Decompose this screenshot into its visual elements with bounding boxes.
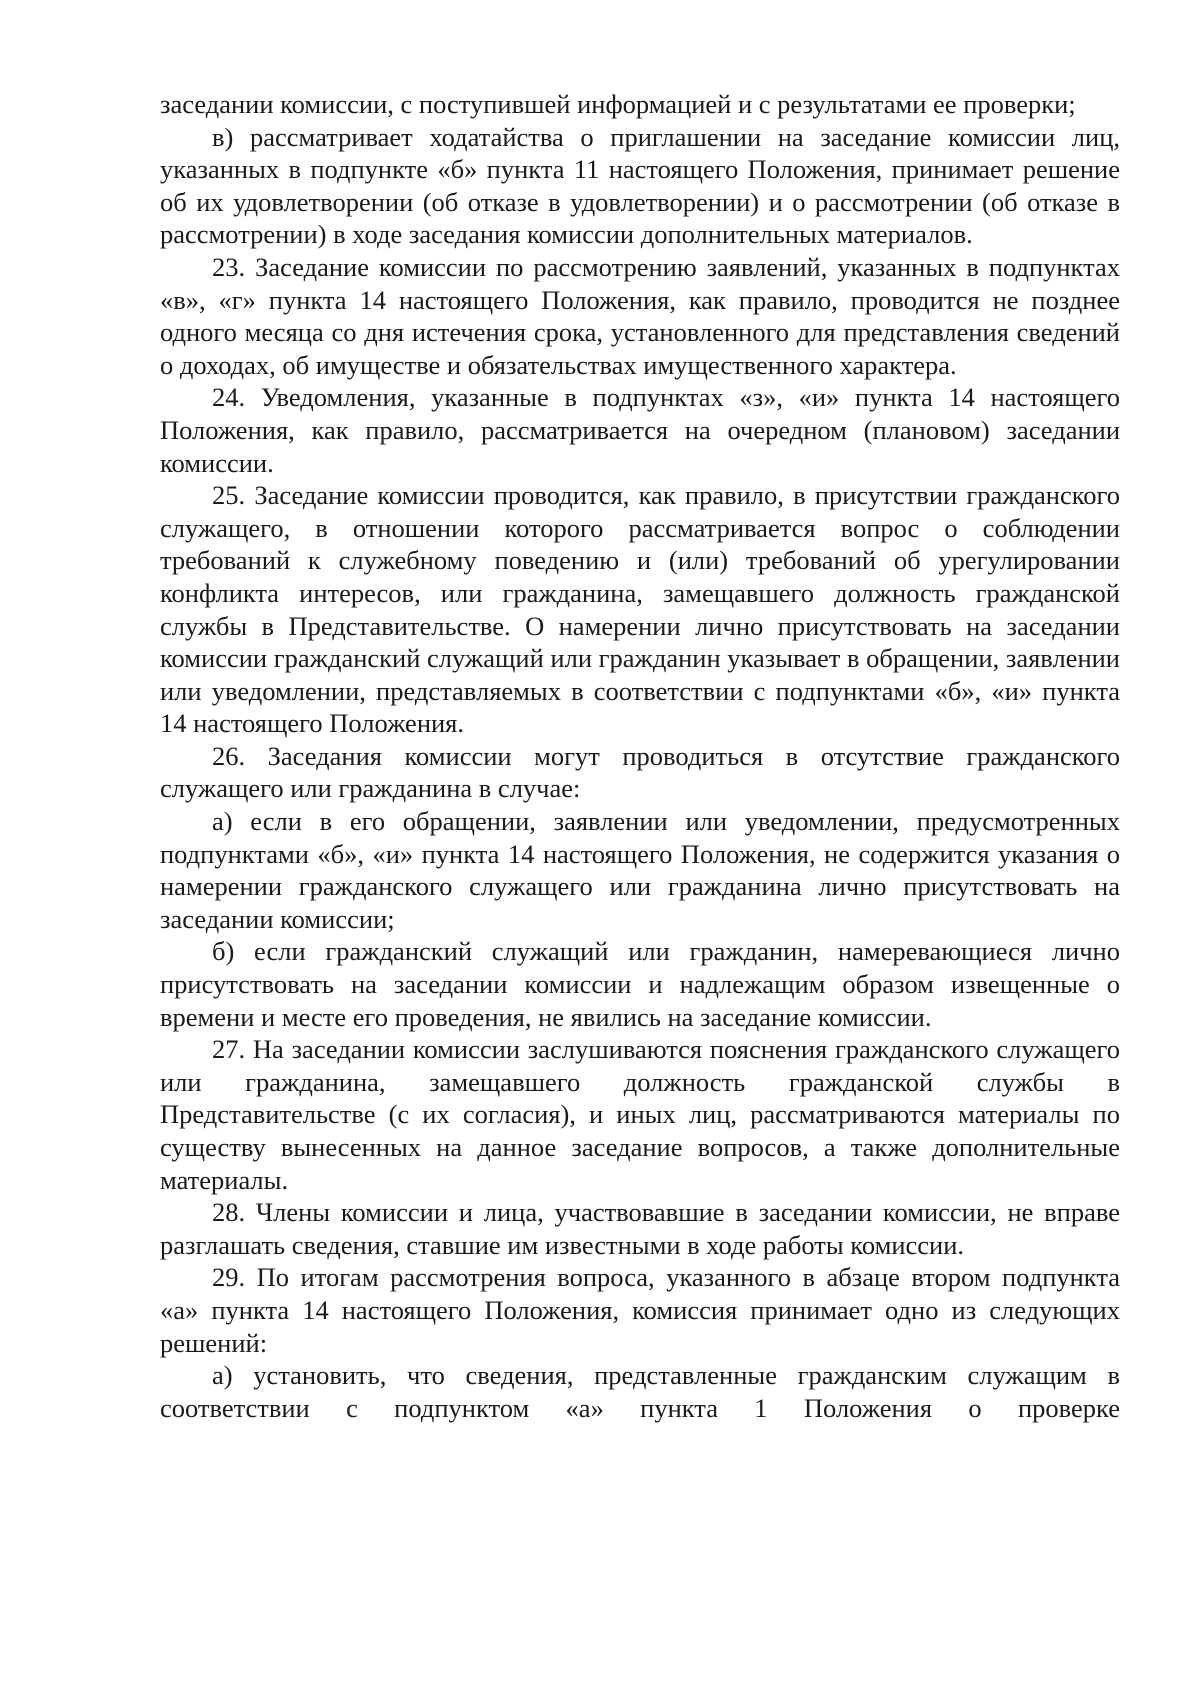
paragraph-24: 24. Уведомления, указанные в подпунктах «з», «и» пункта 14 настоящего Положения, как правило, рассматривается на очередном (плановом) заседании комиссии. [160, 382, 1120, 478]
paragraph-29-item-a: а) установить, что сведения, представленные гражданским служащим в соответствии с подпунктом «а» пункта 1 Положения о проверке [160, 1360, 1120, 1423]
paragraph-28: 28. Члены комиссии и лица, участвовавшие в заседании комиссии, не вправе разглашать сведения, ставшие им известными в ходе работы комиссии. [160, 1197, 1120, 1260]
paragraph-23: 23. Заседание комиссии по рассмотрению заявлений, указанных в подпунктах «в», «г» пункта 14 настоящего Положения, как правило, проводится не позднее одного месяца со дня истечения срока, установленного для представления сведений о доходах, об имуществе и обязательствах имущественного характера. [160, 251, 1120, 380]
paragraph-continuation: заседании комиссии, с поступившей информацией и с результатами ее проверки; [160, 89, 1076, 119]
paragraph-25: 25. Заседание комиссии проводится, как правило, в присутствии гражданского служащего, в отношении которого рассматривается вопрос о соблюдении требований к служебному поведению и (или) требований об урегулировании конфликта интересов, или гражданина, замещавшего должность гражданской службы в Представительстве. О намерении лично присутствовать на заседании комиссии гражданский служащий или гражданин указывает в обращении, заявлении или уведомлении, представляемых в соответствии с подпунктами «б», «и» пункта 14 настоящего Положения. [160, 480, 1120, 739]
document-page [160, 88, 1120, 1424]
paragraph-27: 27. На заседании комиссии заслушиваются пояснения гражданского служащего или гражданина, замещавшего должность гражданской службы в Представительстве (с их согласия), и иных лиц, рассматриваются материалы по существу вынесенных на данное заседание вопросов, а также дополнительные материалы. [160, 1034, 1120, 1195]
paragraph-29: 29. По итогам рассмотрения вопроса, указанного в абзаце втором подпункта «а» пункта 14 настоящего Положения, комиссия принимает одно из следующих решений: [160, 1262, 1120, 1358]
paragraph-item-v: в) рассматривает ходатайства о приглашении на заседание комиссии лиц, указанных в подпункте «б» пункта 11 настоящего Положения, принимает решение об их удовлетворении (об отказе в удовлетворении) и о рассмотрении (об отказе в рассмотрении) в ходе заседания комиссии дополнительных материалов. [160, 121, 1120, 250]
paragraph-26-item-b: б) если гражданский служащий или гражданин, намеревающиеся лично присутствовать на заседании комиссии и надлежащим образом извещенные о времени и месте его проведения, не явились на заседание комиссии. [160, 936, 1120, 1032]
paragraph-26: 26. Заседания комиссии могут проводиться в отсутствие гражданского служащего или гражданина в случае: [160, 740, 1120, 804]
paragraph-26-item-a: а) если в его обращении, заявлении или уведомлении, предусмотренных подпунктами «б», «и» пункта 14 настоящего Положения, не содержится указания о намерении гражданского служащего или гражданина лично присутствовать на заседании комиссии; [160, 806, 1120, 934]
